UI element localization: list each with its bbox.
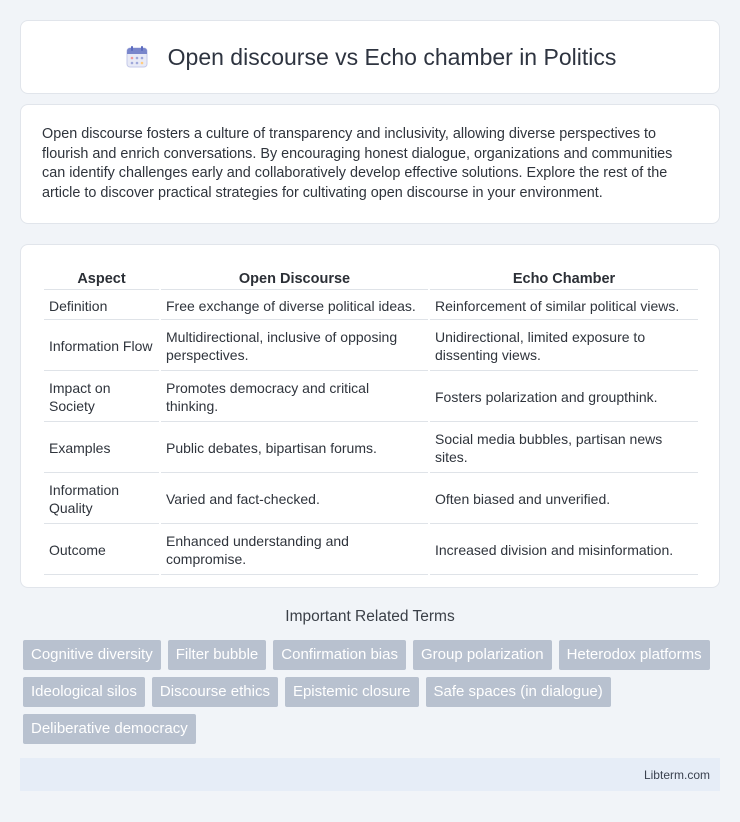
related-term-tag[interactable]: Ideological silos [23, 677, 145, 707]
table-row [44, 475, 698, 524]
table-cell: Impact on Society [44, 373, 159, 422]
table-cell: Increased division and misinformation. [430, 526, 698, 575]
table-cell: Fosters polarization and groupthink. [430, 373, 698, 422]
table-cell: Varied and fact-checked. [161, 475, 428, 524]
table-cell: Free exchange of diverse political ideas. [161, 292, 428, 320]
related-term-tag[interactable]: Deliberative democracy [23, 714, 196, 744]
table-cell: Social media bubbles, partisan news sites. [430, 424, 698, 473]
table-cell: Public debates, bipartisan forums. [161, 424, 428, 473]
table-row [44, 322, 698, 371]
header-card [20, 20, 720, 94]
table-cell: Reinforcement of similar political views. [430, 292, 698, 320]
table-row [44, 424, 698, 473]
column-header-echo-chamber: Echo Chamber [430, 267, 698, 290]
related-term-tag[interactable]: Confirmation bias [273, 640, 406, 670]
table-row [44, 292, 698, 320]
intro-card [20, 104, 720, 224]
table-row [44, 373, 698, 422]
table-cell: Information Flow [44, 322, 159, 371]
related-terms-heading: Important Related Terms [285, 608, 455, 625]
table-row [44, 526, 698, 575]
related-term-tag[interactable]: Filter bubble [168, 640, 267, 670]
table-cell: Unidirectional, limited exposure to dissenting views. [430, 322, 698, 371]
related-term-tag[interactable]: Epistemic closure [285, 677, 419, 707]
table-cell: Enhanced understanding and compromise. [161, 526, 428, 575]
column-header-aspect: Aspect [44, 267, 159, 290]
related-term-tag[interactable]: Cognitive diversity [23, 640, 161, 670]
table-cell: Examples [44, 424, 159, 473]
comparison-card [20, 244, 720, 588]
header [124, 44, 617, 71]
related-term-tag[interactable]: Heterodox platforms [559, 640, 710, 670]
related-terms-list [23, 640, 723, 744]
related-term-tag[interactable]: Group polarization [413, 640, 552, 670]
related-term-tag[interactable]: Discourse ethics [152, 677, 278, 707]
intro-paragraph: Open discourse fosters a culture of transparency and inclusivity, allowing diverse perspectives to flourish and enrich conversations. By encouraging honest dialogue, organizations and communities can identify challenges early and collaboratively develop effective solutions. Explore the rest of the article to discover practical strategies for cultivating open discourse in your environment. [42, 126, 673, 201]
table-cell: Multidirectional, inclusive of opposing perspectives. [161, 322, 428, 371]
table-cell: Information Quality [44, 475, 159, 524]
table-cell: Often biased and unverified. [430, 475, 698, 524]
table-header-row [44, 267, 698, 290]
table-cell: Outcome [44, 526, 159, 575]
comparison-table [42, 265, 700, 577]
footer [20, 758, 720, 791]
table-cell: Definition [44, 292, 159, 320]
footer-site-link[interactable]: Libterm.com [643, 767, 710, 782]
related-term-tag[interactable]: Safe spaces (in dialogue) [426, 677, 611, 707]
calendar-icon [124, 44, 150, 70]
table-cell: Promotes democracy and critical thinking. [161, 373, 428, 422]
column-header-open-discourse: Open Discourse [161, 267, 428, 290]
page-title: Open discourse vs Echo chamber in Politics [167, 43, 617, 70]
